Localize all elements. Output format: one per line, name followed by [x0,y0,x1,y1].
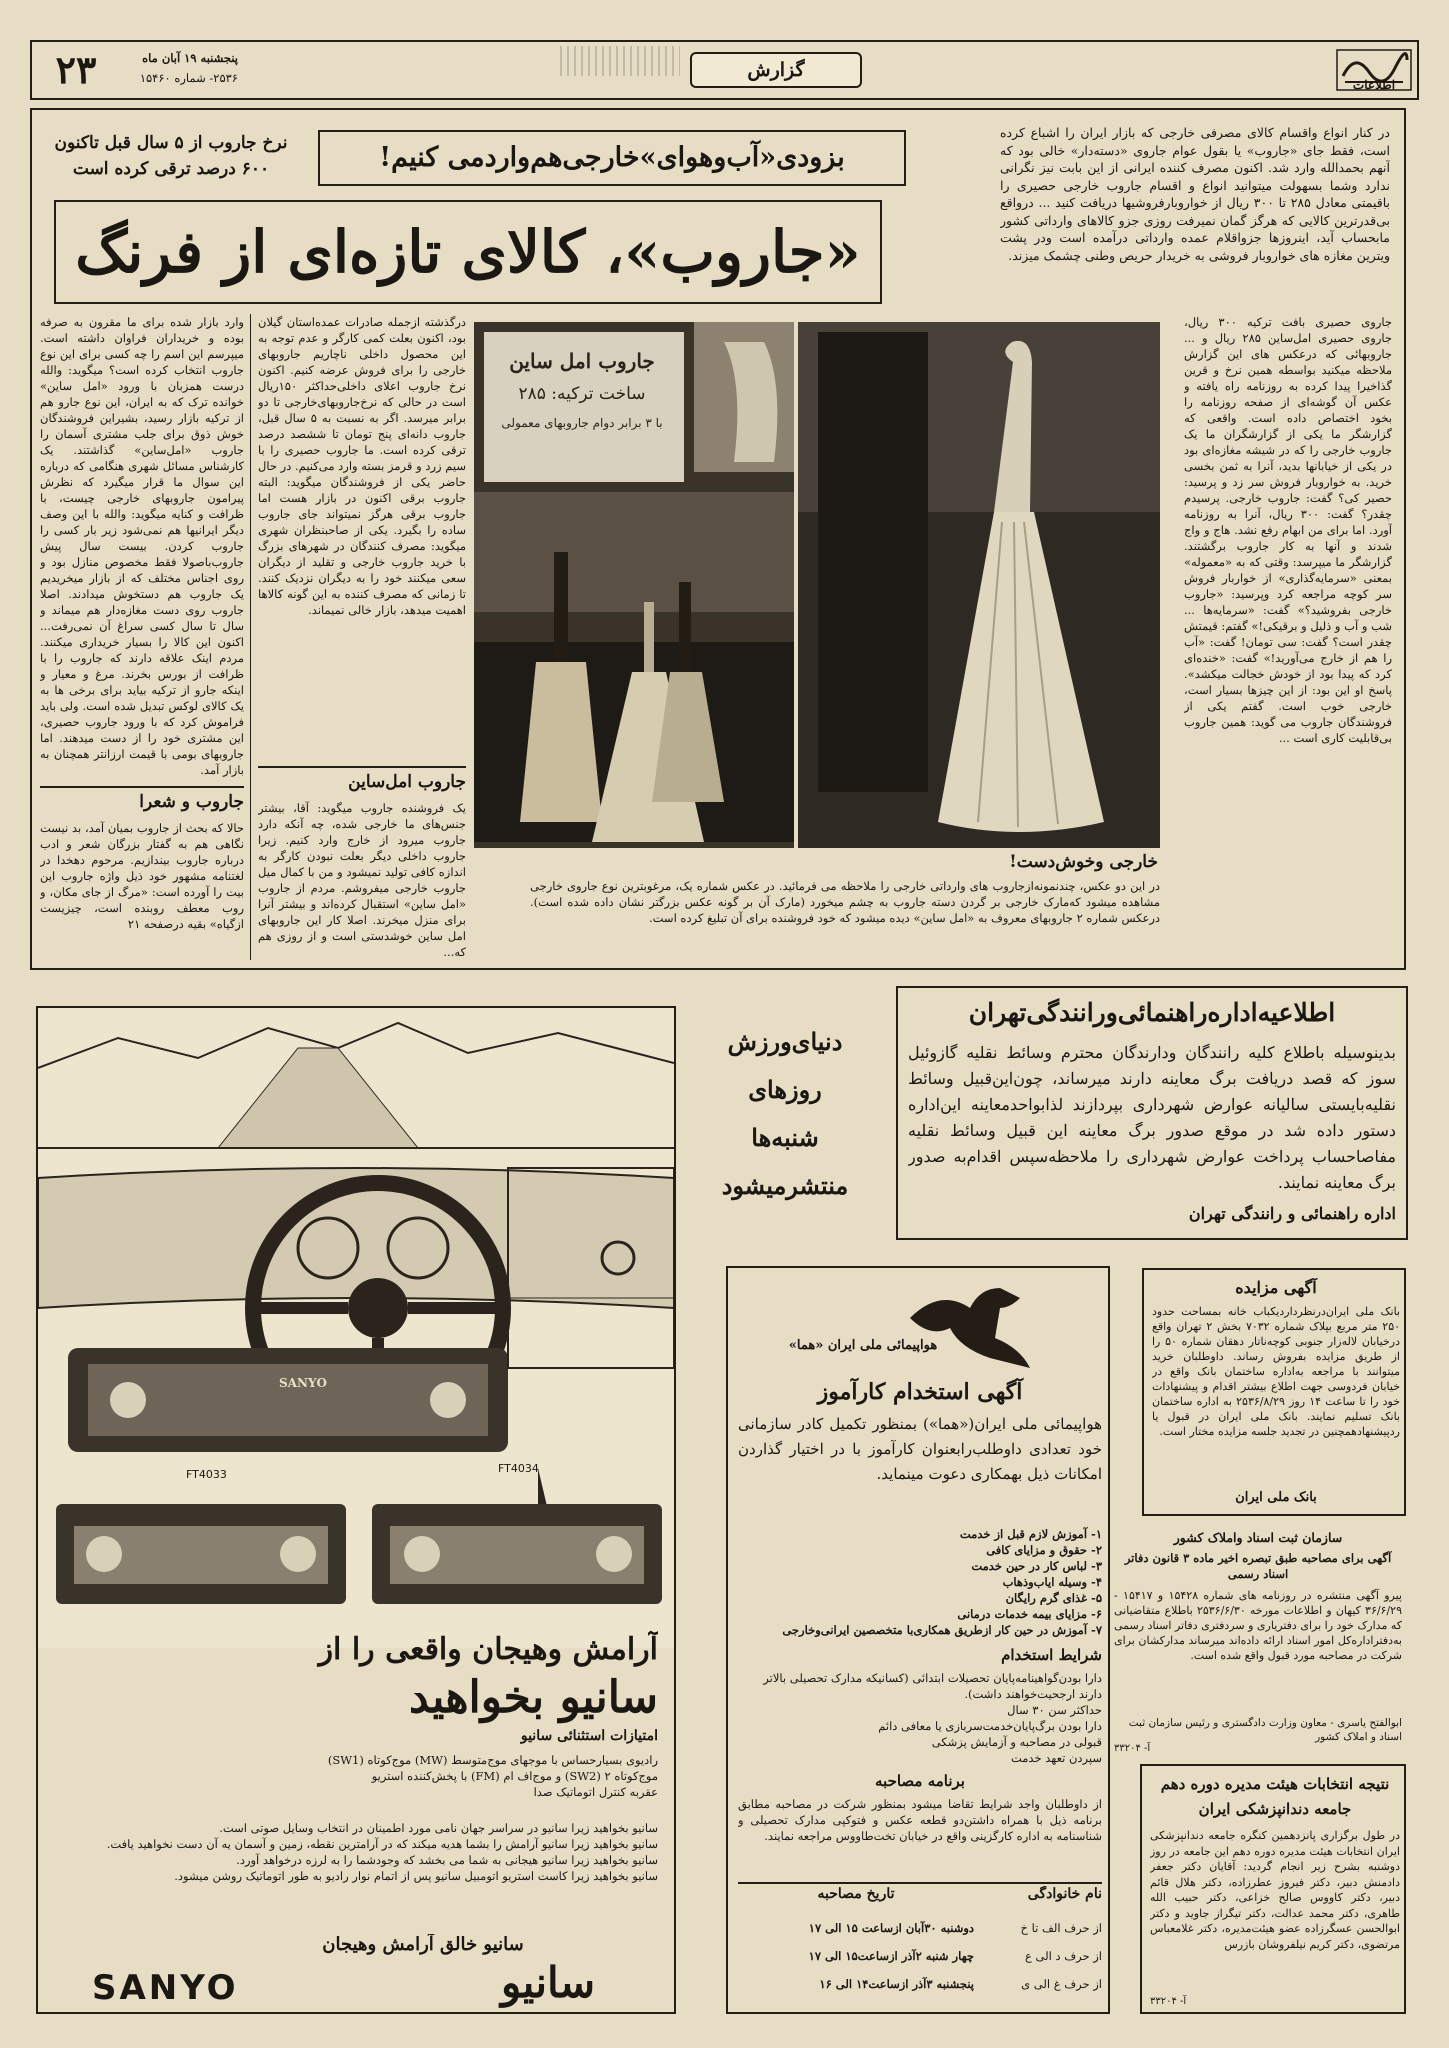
dental-ad [1140,1764,1406,2014]
homa-condition: حداکثر سن ۳۰ سال [1007,1703,1102,1717]
auction-signature: بانک ملی ایران [1235,1490,1317,1505]
photo-caption-title: خارجی وخوش‌دست! [1009,852,1158,872]
sanyo-copy [50,1820,658,1940]
homa-ad [726,1266,1110,2014]
homa-intro: هواپیمائی ملی ایران(«هما») بمنظور تکمیل کادر سازمانی خود تعدادی داوطلب‌رابعنوان کارآموز با در اختیار گذاردن امکانات ذیل بهمکاری دعوت مینماید. [738,1415,1102,1483]
registration-body: پیرو آگهی منتشره در روزنامه های شماره ۱۵۴۲۸ و ۱۵۴۱۷ - ۳۶/۶/۲۹ کیهان و اطلاعات مورخه ۲۵۳۶/۶/۳۰ باطلاع متقاضیانی که مدارک خود را برای دفتر‌یاری و سردفتری دفاتر اسناد رسمی به‌دفتر‌اداره‌کل امور اسناد ارائه داده‌اند میرساند مدارکشان برای شرکت در مصاحبه مورد قبول واقع شده است. [1114,1589,1402,1662]
auction-title: آگهی مزایده [1235,1278,1317,1297]
sanyo-paragraph: سانیو بخواهید زیرا سانیو آرامش را بشما هدیه میکند که در آرامترین نقطه، زمین و آسمان یه آن دست نخواهید یافت. [106,1837,658,1851]
traffic-notice-signature: اداره راهنمائی و رانندگی تهران [1188,1204,1396,1223]
homa-benefit: ۴- وسیله ایاب‌وذهاب [1002,1575,1102,1589]
table-cell: چهار شنبه ۲آذر ازساعت۱۵ الی ۱۷ [808,1949,974,1963]
sanyo-subhead: امتیازات استثنائی سانیو [520,1728,658,1744]
homa-benefit: ۱- آموزش لازم قبل از خدمت [959,1527,1102,1541]
homa-bird-icon [900,1278,1040,1378]
page-number: ۲۳ [55,47,97,92]
homa-table-header-name: نام خانوادگی [1027,1886,1102,1902]
homa-conditions [738,1670,1102,1770]
homa-benefits [738,1526,1102,1644]
section-label: گزارش [690,52,862,88]
photo-sign-line-1: جاروب امل ساین [509,349,655,373]
stamp-smudge [560,46,680,76]
sports-line: دنیای‌ورزش [727,1027,843,1056]
sanyo-headline-2: سانیو بخواهید [408,1672,658,1723]
sports-line: منتشرمیشود [721,1171,849,1200]
article-column-center-lower: یک فروشنده جاروب میگوید: آقا، بیشتر جنس‌های ما خارجی شده، چه آنکه دارد جاروب میرود از خارج وارد کنیم. زیرا جاروب داخلی دیگر بعلت نبودن کارگر به اندازه کافی تولید نمیشود و من با کمال میل جاروب خارجی میفروشم. مردم از جاروب «امل ساین» استقبال کرده‌اند و بیشتر آنرا برای منزل میخرند. اصلا کار این جاروبهای امل ساین خوشدستی است و از روزی هم که... [258,801,466,959]
homa-benefit: ۲- حقوق و مزایای کافی [986,1543,1102,1557]
sanyo-paragraph: سانیو بخواهید زیرا سانیو هیجانی به شما می بخشد که وجودشما را به لرزه درخواهد آورد. [236,1853,658,1867]
cassette-players-illustration [38,1484,674,1624]
table-cell: از حرف غ الی ی [1021,1977,1102,1991]
registration-subtitle: آگهی برای مصاحبه طبق تبصره اخیر ماده ۳ قانون دفاتر اسناد رسمی [1124,1551,1392,1581]
header-issue: ۲۵۳۶- شماره ۱۵۴۶۰ [139,71,238,85]
sanyo-paragraph: سانیو بخواهید زیرا سانیو در سراسر جهان نامی مورد اطمینان در انتخاب وسایل صوتی است. [219,1821,658,1835]
header-date: پنجشنبه ۱۹ آبان ماه [142,51,238,65]
photo-large-broom [798,322,1160,848]
sanyo-paragraph: سانیو بخواهید زیرا کاست استریو اتومبیل سانیو پس از اتمام نوار رادیو به طور اتوماتیک روشن میشود. [174,1869,658,1883]
sanyo-feature: موج‌کوتاه ۲ (SW2) و موج‌اف ام (FM) با پخش‌کننده استریو [371,1769,658,1783]
article-headline: «جاروب»، کالای تازه‌ای از فرنگ [54,200,882,304]
photo-large-broom-image [798,322,1160,848]
subhead-rule-left [40,786,244,788]
photo-sign-line-2: ساخت ترکیه: ۲۸۵ [518,384,646,404]
registration-title: سازمان ثبت اسناد واملاک کشور [1173,1530,1343,1545]
column-rule [250,314,251,960]
dental-body: در طول برگزاری پانزدهمین کنگره جامعه دندانپزشکی ایران انتخابات هیئت مدیره دوره دهم این جامعه در روز دوشنبه بشرح زیر انجام گردید: آقایان دکتر جعفر دادمنش دبیر، دکتر فیروز عطرزاده، دکتر هلال قائم دبیر، دکتر کاووس صالح خزاعی، دکتر حبیب الله طاهری، دکتر محمد عدالت، دکتر تیگراز جاوید و دکتر ابوالحسن عسگرزاده عضو هیئت‌مدیره، دکتر غلامعباس مرتضوی، دکتر کریم نیلفروشان بازرس [1150,1829,1400,1951]
homa-condition: دارا بودن‌گواهینامه‌پایان تحصیلات ابتدائی (کسانیکه مدارک تحصیلی بالاتر دارند ارجحیت‌خواهند داشت). [763,1671,1102,1701]
sports-announcement [700,1018,870,1238]
traffic-notice-title: اطلاعیه‌اداره‌راهنمائی‌ورانندگی‌تهران [968,998,1336,1027]
homa-benefit: ۶- مزایای بیمه خدمات درمانی [957,1607,1102,1621]
homa-condition: قبولی در مصاحبه و آزمایش پزشکی [931,1735,1102,1749]
subhead-amlsain: جاروب امل‌ساین [348,772,466,792]
auction-ad [1142,1268,1406,1516]
article-column-center: درگذشته ازجمله صادرات عمده‌استان گیلان بود، اکنون بعلت کمی کارگر و عدم توجه به این محصول داخلی ناچاریم جاروبهای خارجی را برای فروش عرضه کنیم. اکنون نرخ جاروب اعلای داخلی‌حداکثر ۱۵۰ریال است در حالی که نرخ‌جاروبهای‌خارجی تا دو برابر میرسد. اگر به نسبت به ۵ سال قبل، جاروب دانه‌ای پنج تومان تا ششصد درصد ترقی کرده است. ما جاروب حصیری را با سیم زرد و قرمز بسته وارد می‌کنیم. در حال حاضر یکی از فروشندگان میگوید: البته جاروب برقی اکنون در بازار هست اما جاروب برقی هرگز نمیتواند جای جاروب ساده را بگیرد. یکی از صاحبنظران شهری میگوید: مصرف کنندگان در شهرهای بزرگ با خرید جاروب خارجی و تقلید از دیگران سعی میکنند خود را به دیگران نزدیک کنند. تا زمانی که مصرف کننده به این گونه کالاها اهمیت میدهد، بازار خالی نمیماند. [258,315,466,617]
article-poets-text: حالا که بحث از جاروب بمیان آمد، بد نیست نگاهی هم به گفتار بزرگان شعر و ادب درباره جاروب بیندازیم. مرحوم دهخدا در لغتنامه مشهور خود ذیل واژه جاروب این بیت را آورده است: «مرگ از جای مکان، و روب معطف روبنده است، چیزیست ازگیاه» بقیه درصفحه ۲۱ [40,821,244,931]
article-column-left: وارد بازار شده برای ما مقرون به صرفه بوده و خریداران فراوان داشته است. میپرسم این اسم را چه کسی برای این نوع جاروب انتخاب کرده است؟ میگوید: والله درست همزبان با ورود «امل ساین» خوانده ترک که به ایران، این نوع جارو هم از ترکیه بازار رسید، بشیراین فروشندگان خوش ذوق برای جلب مشتری آسمان را جاروب «امل‌ساین» گذاشتند. یک کارشناس مسائل شهری هنگامی که درباره این سوال ما قرار میگیرد که نظرش پیرامون جاروبهای خارجی چیست، با ظرافت و کنایه میگوید: والله با این وصف دیگر ایرانیها هم نمی‌شود زیر بار کسی را جاروب کردن. بیست سال پیش جاروب‌باصولا فقط مخصوص منازل بود و روی اجناس مختلف که از بازار میخریدیم یک جاروب هم دستخوش میدادند. اصلا جاروب روی دست مغازه‌دار هم میماند و سال تا سال کسی سراغ آن نمی‌رفت... اکنون این کالا را بسیار خریداری میکنند. مردم اینک علاقه دارند که جاروب را با ظرافت از بورس بخرند. مرغ و معیار و اینکه جارو از ترکیه بیاید برای برخی ها به یک کالای لوکس تبدیل شده است. ولی باید فراموش کرد که با ورود جاروب حصیری، این مشتری خود را از دست میدهند. اما جاروبهای بومی با قیمت ارزانتر همچنان به بازار آمد. [40,315,244,777]
homa-benefit: ۳- لباس کار در حین خدمت [971,1559,1102,1573]
homa-table-rule [738,1882,1102,1884]
homa-table-header-date: تاریخ مصاحبه [817,1886,895,1902]
homa-program-title: برنامه مصاحبه [875,1772,965,1790]
table-cell: از حرف د الی ع [1024,1949,1102,1963]
sanyo-headline: آرامش وهیجان واقعی‌ را از [318,1632,658,1667]
article-intro: در کنار انواع واقسام کالای مصرفی خارجی که بازار ایران را اشباع کرده است، فقط جای «جاروب» یا بقول عوام جاروی «دسته‌دار» خالی بود که آنهم بحمدالله وارد شد. اکنون مصرف کننده ایرانی از این بابت نیز نگرانی ندارد وشما بسهولت میتوانید انواع و اقسام جاروب خارجی حصیری را باقیمتی معادل ۲۸۵ تا ۳۰۰ ریال از خواروبارفروشیها دریافت کنید ... درواقع بی‌قدرترین کالایی که هرگز گمان نمیرفت روزی جزو کالاهای وارداتی کشور مابحساب آید، اینروزها جزواقلام عمده وارداتی درآمده است ودر پشت ویترین مغازه های خواروبار فروشی به خریدار حریص وطنی چشمک میزند. [1000,125,1390,263]
traffic-notice-body: بدینوسیله باطلاع کلیه رانندگان ودارندگان محترم وسائط نقلیه گازوئیل سوز که قصد دریافت برگ معاینه دارند میرساند، چون‌این‌قبیل وسائط نقلیه‌بایستی سالیانه عوارض شهرداری بپردازند لذابواحدمعاینه این‌اداره دستور داده شد در موقع صدور برگ معاینه این قبیل وسائط نقلیه مفاصاحساب پرداخت عوارض شهرداری را ملاحظه‌سپس اقدام‌به صدور برگ معاینه نمایند. [908,1043,1396,1192]
homa-benefit: ۵- غذای گرم رایگان [1005,1591,1102,1605]
dental-title: نتیجه انتخابات هیئت مدیره دوره دهم جامعه دندانپزشکی ایران [1160,1775,1390,1818]
dental-code: آ- ۳۳۲۰۴ [1150,1996,1187,2007]
article-column-right: جاروی حصیری بافت ترکیه ۳۰۰ ریال، جاروی حصیری امل‌ساین ۲۸۵ ریال و ... جاروبهائی که درعکس های این گزارش ملاحظه میکنید بواسطه همین نرخ و قرین گذاخیرا پیدا کرده به روزنامه راه یافته و عکس آن گوشه‌ای از صفحه روزنامه را بخود اختصاص داده است. واقعی که گزارشگر ما یکی از گزارشگران ما یک جاروب خارجی را که در شیشه مغازه‌ای بود در یکی از خیابانها بدید، آنرا به ثمن بخسی خرید. به خواروبار فروش سر زد و پرسید: حصیر کی؟ گفت: جاروب خارجی. پرسیدم چقدر؟ گفت: ۳۰۰ ریال، آنرا به روزنامه آورد. اما برای من ابهام رفع نشد. هاج و واج شدند و آنها به کار جاروب برگشتند. گزارشگر ما میپرسد: وقتی که به «معموله» بمعنی «سرمایه‌گذاری» از خواربار فروش سر کوچه مراجعه کرد وپرسید: «جاروب خارجی بفروشید؟» گفت: «سرمایه‌ها ... شب و آب و ذلیل و برقیکی!» گفتم: قیمتش چقدر است؟ گفت: سی تومان! گفت: «آب را هم از خارج می‌آورید!» گفت: «خنده‌ای کرد که پیدا بود از خودش خجالت میکشد». پاسخ او این بود: از این چیزها بسیار است، خارجی خوب است. گفتم یکی از فروشندگان جاروب می گوید: همین جاروب بی‌قابلیت کاری است ... [1184,315,1392,745]
homa-table-names [978,1914,1102,2004]
registration-signature: ابوالفتح یاسری - معاون وزارت دادگستری و رئیس سازمان ثبت اسناد و املاک کشور [1128,1717,1402,1743]
logo-text: اطلاعات [1352,78,1396,92]
model-label-right: FT4034 [498,1462,539,1475]
auction-body: بانک ملی ایران‌درنظرداردیکباب خانه بمساحت حدود ۲۵۰ متر مربع بپلاک شماره ۷۰۳۲ بخش ۲ تهران واقع درخیابان لاله‌زار جنوبی کوچه‌ناتار دهقان شماره ۵۰ را از طریق مزایده بفروش رساند. داوطلبان خرید میتوانند با مراجعه به‌اداره ساختمان بانک واقع در خیابان فردوسی جهت اطلاع بیشتر اقدام و پیشنهادات خود را تا ساعت ۱۴ روز ۲۵۳۶/۸/۲۹ به اداره ساختمان بانک تسلیم نمایند. بانک ملی ایران در قبول یا ردپیشنهادهمچنین در تجدید جلسه مزایده مختار است. [1152,1305,1400,1438]
sanyo-feature-list [50,1752,658,1818]
table-cell: از حرف الف تا خ [1020,1921,1102,1935]
registration-ad [1110,1530,1406,1756]
price-increase-note: نرخ جاروب از ۵ سال قبل تاکنون ۶۰۰ درصد ترقی کرده است [54,133,288,179]
sports-line: شنبه‌ها [751,1123,819,1152]
table-cell: پنجشنبه ۳آذر ازساعت۱۴ الی ۱۶ [819,1977,974,1991]
article-kicker: بزودی«آب‌وهوای»خارجی‌هم‌واردمی کنیم! [318,130,906,186]
homa-conditions-title: شرایط استخدام [1001,1646,1102,1664]
homa-table-dates [738,1914,974,2004]
registration-code: آ- ۳۳۲۰۴ [1114,1743,1151,1754]
model-label-left: FT4033 [186,1468,227,1481]
subhead-poets: جاروب و شعرا [139,792,244,812]
sports-line: روزهای [748,1075,822,1104]
dashboard-radio-brand: SANYO [279,1376,327,1390]
homa-condition: دارا بودن برگ‌پایان‌خدمت‌سربازی یا معافی دائم [878,1719,1102,1733]
homa-benefit: ۷- آموزش در حین کار ازطریق همکاری‌با متخصصین ایرانی‌وخارجی [782,1623,1102,1637]
sanyo-feature: عقربه کنترل اتوماتیک صدا [533,1785,658,1799]
table-cell: دوشنبه ۳۰آبان ازساعت ۱۵ الی ۱۷ [808,1921,974,1935]
homa-brand: هواپیمائی ملی ایران «هما» [788,1338,938,1353]
sanyo-logo-fa: سانیو [500,1958,596,2007]
subhead-rule [258,766,466,768]
photo-caption: در این دو عکس، چندنمونه‌ازجاروب های وارداتی خارجی را ملاحظه می فرمائید. در عکس شماره یک، مرغوبترین نوع جاروی خارجی مشاهده میشود که‌مارک خارجی بر گردن دسته جاروب به چشم میخورد (مارک آن بر گونه عکس بزرگتر نشان داده شده است). درعکس شماره ۲ جاروبهای معروف به «امل ساین» دیده میشود که خود فروشنده برای آن تبلیغ کرده است. [530,879,1160,925]
photo-sign-line-3: با ۳ برابر دوام جاروبهای معمولی [501,416,663,430]
traffic-notice [896,986,1408,1240]
sanyo-ad [36,1006,676,2014]
sanyo-logo-en: SANYO [92,1968,239,2008]
homa-title: آگهی استخدام کارآموز [817,1379,1023,1405]
sanyo-feature: رادیوی بسیارحساس با موجهای موج‌متوسط (MW) موج‌کوتاه (SW1) [327,1753,658,1767]
homa-program-text: از داوطلبان واجد شرایط تقاضا میشود بمنظور شرکت در مصاحبه مطابق برنامه ذیل با همراه داشتن‌دو قطعه عکس و فتوکپی مدارک تحصیلی و شناسنامه به اداره کارگزینی واقع در خیابان تخت‌طاووس مراجعه نمایند. [738,1797,1102,1843]
homa-condition: سپردن تعهد خدمت [1010,1751,1102,1765]
sanyo-slogan: سانیو خالق آرامش وهیجان [322,1934,524,1955]
